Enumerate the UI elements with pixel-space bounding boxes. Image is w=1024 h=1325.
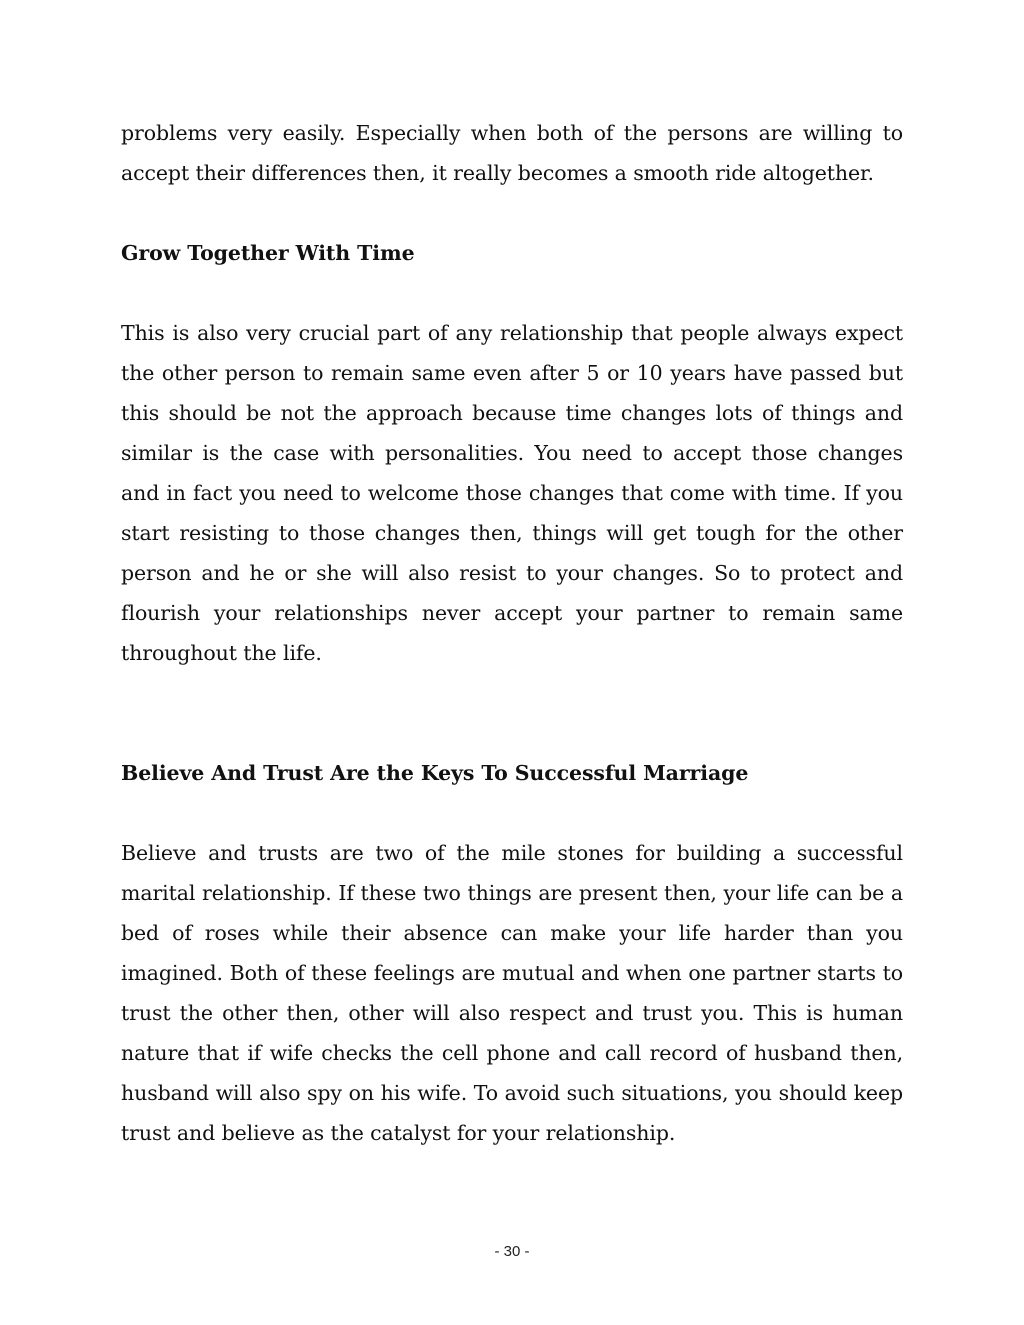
section-heading-believe-and-trust: Believe And Trust Are the Keys To Successful Marriage bbox=[121, 761, 749, 785]
section-heading-grow-together: Grow Together With Time bbox=[121, 241, 415, 265]
paragraph-believe-and-trust: Believe and trusts are two of the mile stones for building a successful marital relationship. If these two things are present then, your life can be a bed of roses while their absence can make your life harder than you imagined. Both of these feelings are mutual and when one partner starts to trust the other then, other will also respect and trust you. This is human nature that if wife checks the cell phone and call record of husband then, husband will also spy on his wife. To avoid such situations, you should keep trust and believe as the catalyst for your relationship. bbox=[121, 841, 903, 1145]
paragraph-continuation: problems very easily. Especially when both of the persons are willing to accept their differences then, it really becomes a smooth ride altogether. bbox=[121, 121, 903, 185]
paragraph-grow-together: This is also very crucial part of any relationship that people always expect the other person to remain same even after 5 or 10 years have passed but this should be not the approach because time changes lots of things and similar is the case with personalities. You need to accept those changes and in fact you need to welcome those changes that come with time. If you start resisting to those changes then, things will get tough for the other person and he or she will also resist to your changes. So to protect and flourish your relationships never accept your partner to remain same throughout the life. bbox=[121, 321, 903, 665]
document-body bbox=[121, 113, 903, 1153]
page-number: - 30 - bbox=[494, 1243, 530, 1260]
